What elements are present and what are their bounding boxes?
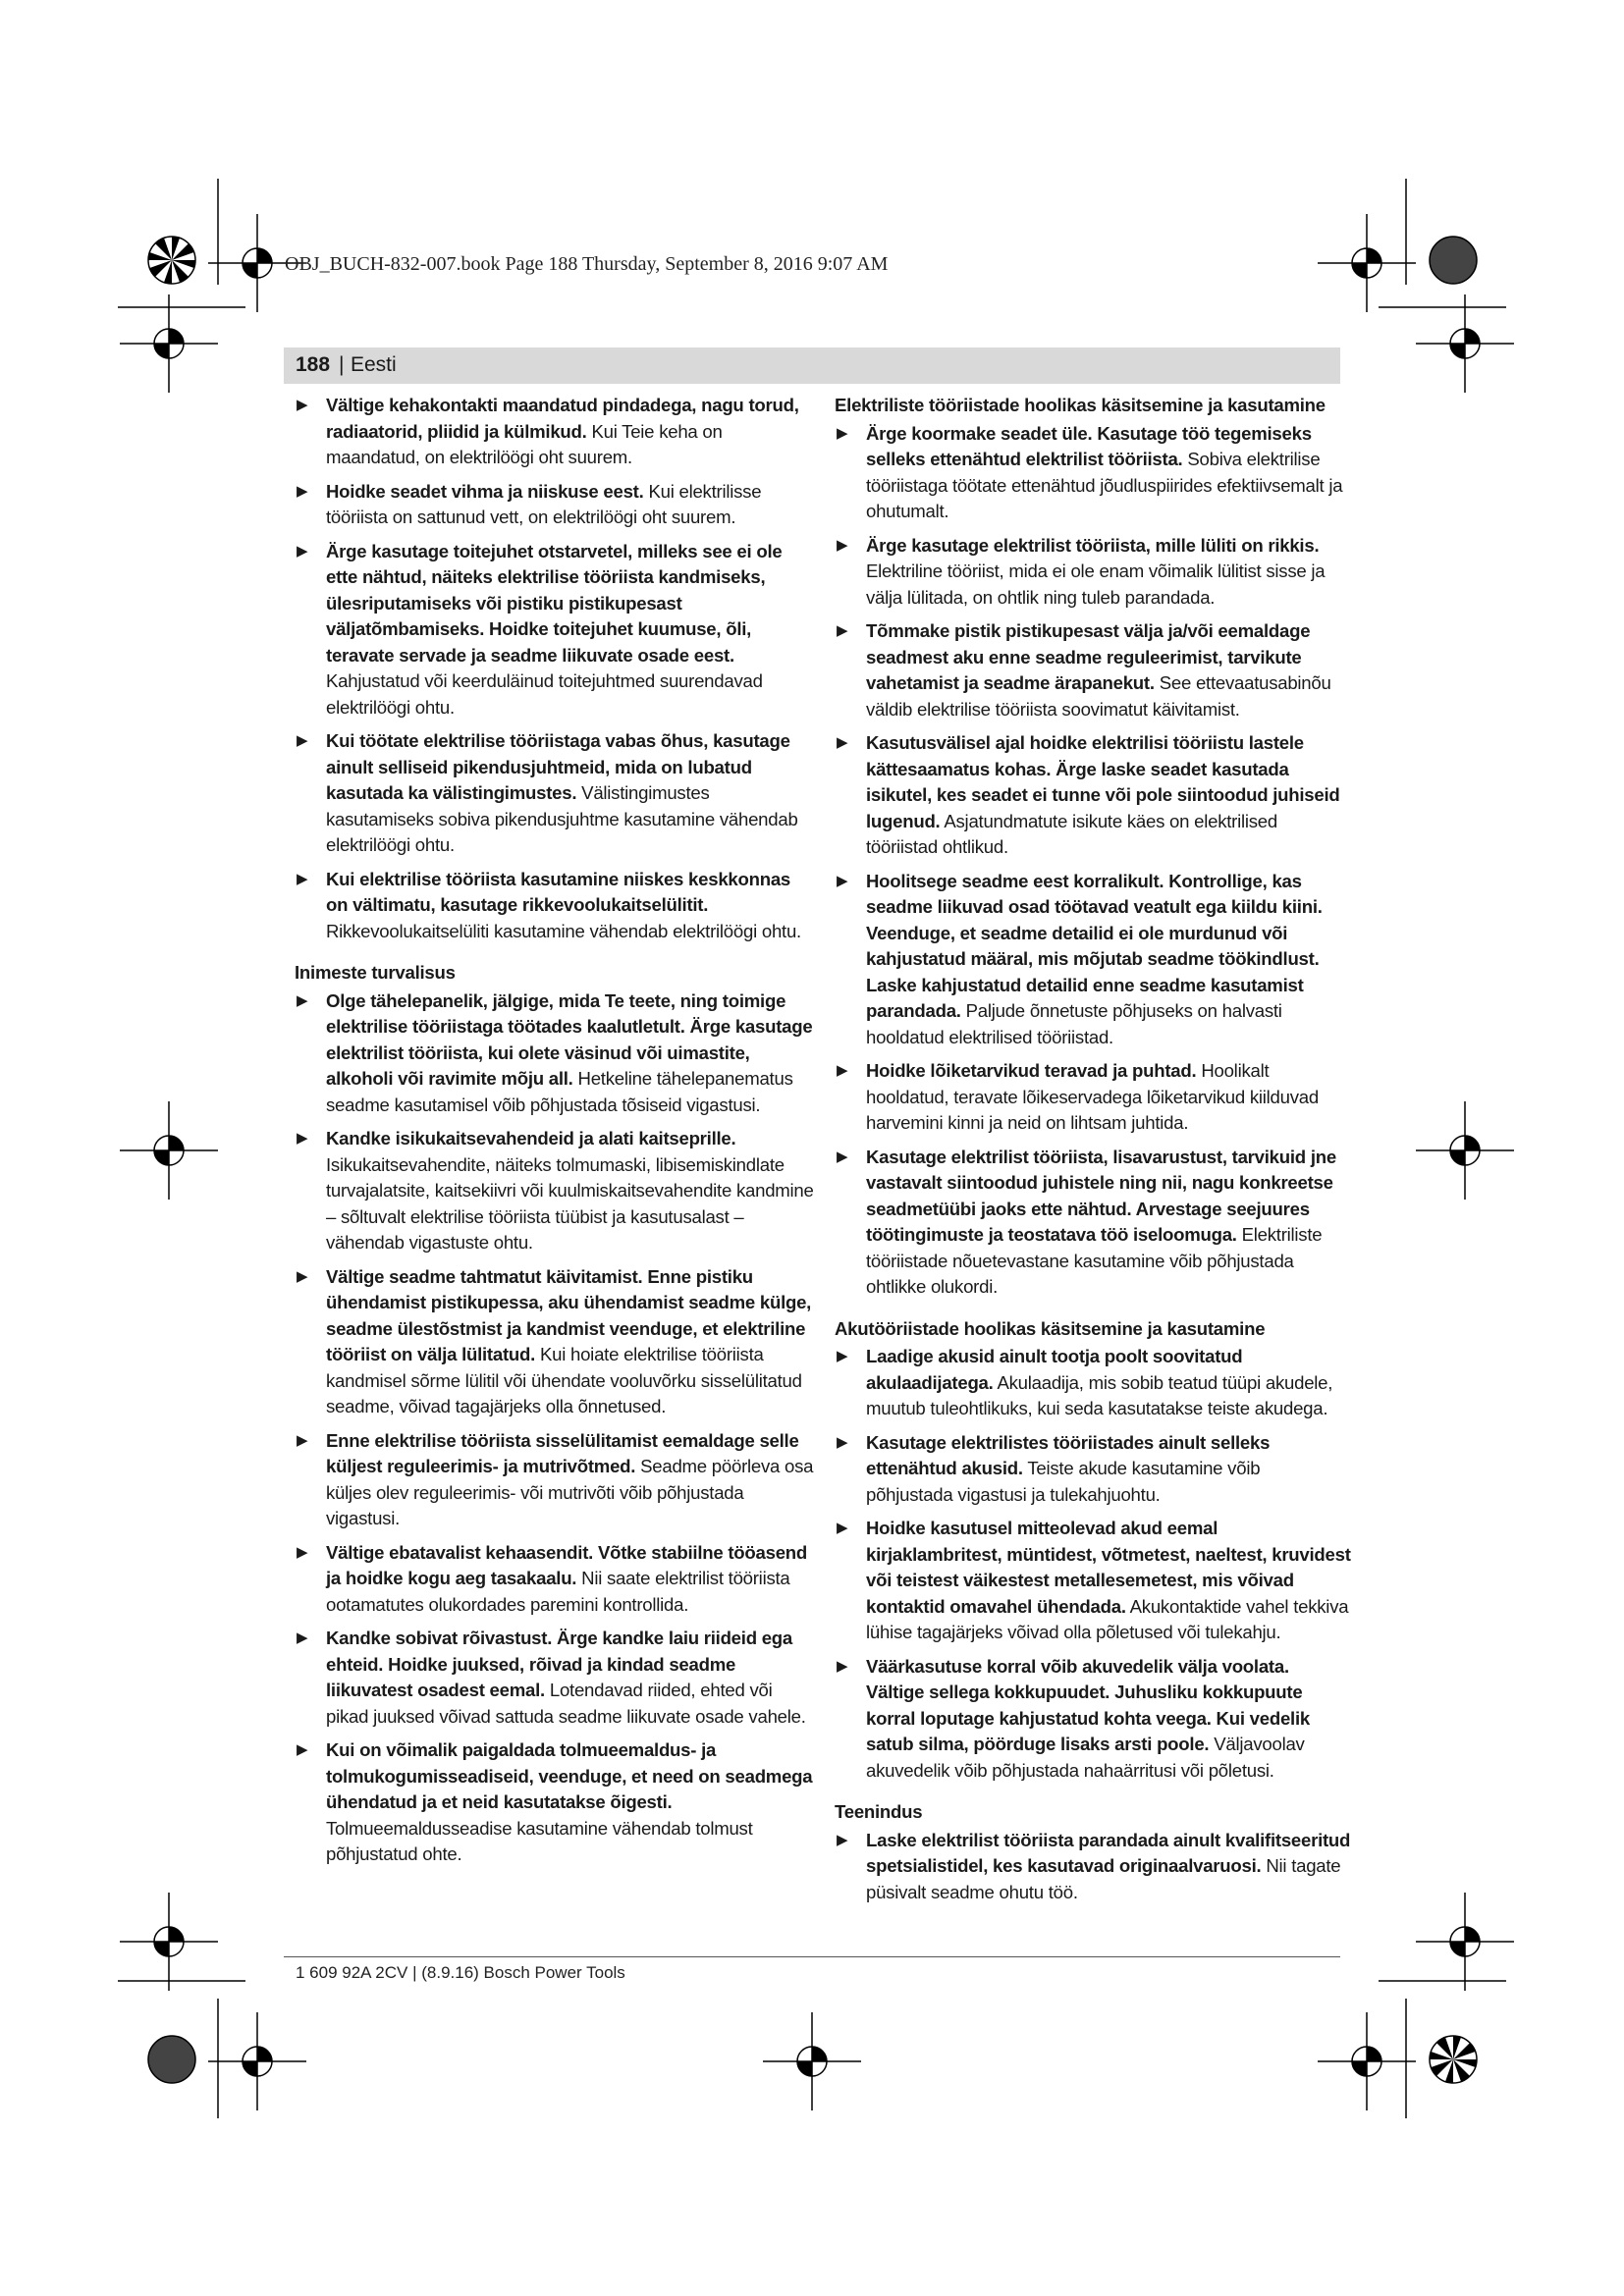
triangle-bullet-icon: ▶ — [837, 1657, 848, 1675]
triangle-bullet-icon: ▶ — [297, 732, 308, 749]
item-body-text: Lotendavad riided, ehted või pikad juuksed võivad sattuda seadme liikuvate osade vahele. — [326, 1680, 806, 1727]
item-bold-text: Ärge kasutage elektrilist tööriista, mille lüliti on rikkis. — [866, 534, 1320, 556]
triangle-bullet-icon: ▶ — [297, 482, 308, 500]
item-body-text: Nii saate elektrilist tööriista ootamatutes olukordades paremini kontrollida. — [326, 1568, 790, 1615]
safety-item — [837, 730, 1351, 861]
item-body-text: Kui elektrilisse tööriista on sattunud vett, on elektrilöögi oht suurem. — [326, 480, 762, 527]
triangle-bullet-icon: ▶ — [297, 1629, 308, 1646]
item-bold-text: Kui on võimalik paigaldada tolmueemaldus- ja tolmukogumisseadiseid, veenduge, et need on seadmega ühendatud ja et neid kasutatakse õigesti. — [326, 1739, 813, 1812]
safety-item — [297, 1626, 815, 1730]
item-bold-text: Hoidke lõiketarvikud teravad ja puhtad. — [866, 1060, 1197, 1081]
item-bold-text: Hoolitsege seadme eest korralikult. Kontrollige, kas seadme liikuvad osad töötavad veatult ega kiildu kiini. Veenduge, et seadme detailid ei ole murdunud või kahjustatud määral, mis mõjutab seadme töökindlust. Laske kahjustatud detailid enne seadme kasutamist parandada. — [866, 870, 1323, 1021]
item-bold-text: Olge tähelepanelik, jälgige, mida Te teete, ning toimige elektrilise tööriistaga töötades kaalutletult. Ärge kasutage elektrilist tööriista, kui olete väsinud või uimastite, alkoholi või ravimite mõju all. — [326, 989, 813, 1089]
item-bold-text: Vältige kehakontakti maandatud pindadega, nagu torud, radiaatorid, pliidid ja külmikud. — [326, 395, 799, 442]
item-bold-text: Kasutage elektrilist tööriista, lisavarustust, tarvikuid jne vastavalt siintoodud juhistele ning nii, nagu konkreetse seadmetüübi jaoks ette nähtud. Arvestage seejuures töötingimuste ja teostatava töö iseloomuga. — [866, 1146, 1336, 1245]
item-bold-text: Hoidke kasutusel mitteolevad akud eemal kirjaklambritest, müntidest, võtmetest, naeltest, kruvidest või teistest väikestest metallesemetest, mis võivad kontaktid omavahel ühendada. — [866, 1518, 1351, 1617]
page-number: 188 — [296, 353, 331, 376]
item-body-text: Kui Teie keha on maandatud, on elektrilöögi oht suurem. — [326, 420, 723, 467]
triangle-bullet-icon: ▶ — [837, 536, 848, 554]
safety-item — [837, 1654, 1351, 1785]
item-bold-text: Kandke isikukaitsevahendeid ja alati kaitseprille. — [326, 1128, 736, 1148]
item-bold-text: Enne elektrilise tööriista sisselülitamist eemaldage selle küljest reguleerimis- ja mutrivõtmed. — [326, 1429, 799, 1476]
safety-item — [837, 1516, 1351, 1646]
item-body-text: Tolmueemaldusseadise kasutamine vähendab tolmust põhjustatud ohte. — [326, 1817, 753, 1864]
triangle-bullet-icon: ▶ — [837, 1148, 848, 1165]
triangle-bullet-icon: ▶ — [837, 1348, 848, 1364]
item-body-text: Hoolikalt hooldatud, teravate lõikeservadega lõiketarvikud kiilduvad harvemini kinni ja neid on lihtsam juhtida. — [866, 1060, 1319, 1133]
item-body-text: Paljude õnnetuste põhjuseks on halvasti hooldatud elektrilised tööriistad. — [866, 1000, 1282, 1047]
item-bold-text: Kui elektrilise tööriista kasutamine niiskes keskkonnas on vältimatu, kasutage rikkevoolukaitselülitit. — [326, 868, 791, 915]
item-body-text: Akulaadija, mis sobib teatud tüüpi akudele, muutub tuleohtlikuks, kui seda kasutatakse teiste akudega. — [866, 1371, 1333, 1418]
footer-rule — [284, 1956, 1340, 1957]
item-bold-text: Kui töötate elektrilise tööriistaga vabas õhus, kasutage ainult selliseid pikendusjuhtmeid, mida on lubatud kasutada ka välistingimustes. — [326, 730, 790, 803]
triangle-bullet-icon: ▶ — [297, 542, 308, 560]
item-body-text: Nii tagate püsivalt seadme ohutu töö. — [866, 1855, 1341, 1902]
safety-item — [837, 1145, 1351, 1301]
item-body-text: Asjatundmatute isikute käes on elektrilised tööriistad ohtlikud. — [866, 810, 1277, 857]
item-body-text: Elektriline tööriist, mida ei ole enam võimalik lülitist sisse ja välja lülitada, on ohtlik ning tuleb parandada. — [866, 561, 1326, 608]
triangle-bullet-icon: ▶ — [837, 424, 848, 442]
safety-item — [297, 539, 815, 721]
item-body-text: Väljavoolav akuvedelik võib põhjustada nahaärritusi või põletusi. — [866, 1734, 1305, 1781]
triangle-bullet-icon: ▶ — [837, 872, 848, 889]
safety-item — [297, 988, 815, 1119]
section-heading: Inimeste turvalisus — [295, 962, 456, 983]
item-bold-text: Kandke sobivat rõivastust. Ärge kandke laiu riideid ega ehteid. Hoidke juuksed, rõivad ja kindad seadme liikuvatest osadest eemal. — [326, 1628, 793, 1700]
item-bold-text: Ärge kasutage toitejuhet otstarvetel, milleks see ei ole ette nähtud, näiteks elektrilise tööriista kandmiseks, ülesriputamiseks või pistiku pistikupesast väljatõmbamiseks. Hoidke toitejuhet kuumuse, õli, teravate servade ja seadme liikuvate osade eest. — [326, 540, 783, 666]
item-body-text: Elektriliste tööriistade nõuetevastane kasutamine võib põhjustada ohtlikke olukordi. — [866, 1224, 1323, 1297]
item-bold-text: Vältige ebatavalist kehaasendit. Võtke stabiilne tööasend ja hoidke kogu aeg tasakaalu. — [326, 1541, 808, 1588]
item-body-text: Hetkeline tähelepanematus seadme kasutamisel võib põhjustada tõsiseid vigastusi. — [326, 1068, 793, 1115]
header-separator: | — [339, 353, 345, 376]
page-header — [284, 347, 1340, 384]
safety-item — [297, 1428, 815, 1532]
item-body-text: Seadme pöörleva osa küljes olev reguleerimis- või mutrivõti võib põhjustada vigastusi. — [326, 1456, 814, 1528]
item-body-text: Akukontaktide vahel tekkiva lühise tagajärjeks võivad olla põletused või tulekahju. — [866, 1595, 1349, 1642]
safety-item — [297, 1126, 815, 1256]
triangle-bullet-icon: ▶ — [837, 1062, 848, 1079]
safety-item — [837, 618, 1351, 722]
item-bold-text: Vältige seadme tahtmatut käivitamist. Enne pistiku ühendamist pistikupessa, aku ühendamist seadme külge, seadme ülestõstmist ja kandmist veenduge, et elektriline tööriist on välja lülitatud. — [326, 1265, 812, 1364]
item-body-text: Välistingimustes kasutamiseks sobiva pikendusjuhtme kasutamine vähendab elektrilöögi ohtu. — [326, 782, 798, 855]
triangle-bullet-icon: ▶ — [837, 622, 848, 639]
item-body-text: Isikukaitsevahendite, näiteks tolmumaski, libisemiskindlate turvajalatsite, kaitsekiivri või kuulmiskaitsevahendite kandmine – sõltuvalt elektrilise tööriista tüübist ja kasutusalast – vähendab vigastuste ohtu. — [326, 1153, 814, 1253]
safety-item — [837, 1430, 1351, 1509]
triangle-bullet-icon: ▶ — [297, 1543, 308, 1561]
section-heading: Elektriliste tööriistade hoolikas käsitsemine ja kasutamine — [835, 395, 1326, 415]
safety-item — [297, 1264, 815, 1420]
triangle-bullet-icon: ▶ — [297, 1130, 308, 1147]
safety-item — [837, 869, 1351, 1051]
item-bold-text: Tõmmake pistik pistikupesast välja ja/või eemaldage seadmest aku enne seadme reguleerimist, tarvikute vahetamist ja seadme ärapanekut. — [866, 620, 1311, 693]
triangle-bullet-icon: ▶ — [837, 1831, 848, 1848]
page-footer: 1 609 92A 2CV | (8.9.16) Bosch Power Tools — [296, 1963, 625, 1982]
triangle-bullet-icon: ▶ — [297, 991, 308, 1009]
item-bold-text: Laske elektrilist tööriista parandada ainult kvalifitseeritud spetsialistidel, kes kasutavad originaalvaruosi. — [866, 1829, 1351, 1876]
print-header: OBJ_BUCH-832-007.book Page 188 Thursday, September 8, 2016 9:07 AM — [285, 253, 889, 275]
item-body-text: Teiste akude kasutamine võib põhjustada vigastusi ja tulekahjuohtu. — [866, 1458, 1261, 1505]
safety-item — [837, 1058, 1351, 1137]
triangle-bullet-icon: ▶ — [297, 1267, 308, 1285]
safety-item — [837, 1828, 1351, 1906]
safety-item — [297, 393, 815, 471]
safety-item — [837, 533, 1351, 612]
triangle-bullet-icon: ▶ — [297, 870, 308, 887]
header-language: Eesti — [351, 353, 397, 376]
safety-item — [297, 1540, 815, 1619]
triangle-bullet-icon: ▶ — [837, 734, 848, 751]
item-bold-text: Ärge koormake seadet üle. Kasutage töö tegemiseks selleks ettenähtud elektrilist tööriista. — [866, 422, 1312, 469]
safety-item — [297, 1737, 815, 1868]
item-body-text: Rikkevoolukaitselüliti kasutamine vähendab elektrilöögi ohtu. — [326, 920, 801, 941]
item-body-text: Sobiva elektrilise tööriistaga töötate ettenähtud jõudluspiirides efektiivsemalt ja ohutumalt. — [866, 449, 1343, 521]
safety-item — [837, 421, 1351, 525]
triangle-bullet-icon: ▶ — [837, 1520, 848, 1536]
item-bold-text: Hoidke seadet vihma ja niiskuse eest. — [326, 480, 644, 502]
left-column — [297, 393, 815, 1876]
section-heading: Teenindus — [835, 1801, 923, 1822]
item-bold-text: Väärkasutuse korral võib akuvedelik välja voolata. Vältige sellega kokkupuudet. Juhusliku kokkupuute korral loputage kahjustatud kohta veega. Kui vedelik satub silma, pöörduge lisaks arsti poole. — [866, 1655, 1310, 1754]
triangle-bullet-icon: ▶ — [297, 1741, 308, 1758]
item-body-text: Kui hoiate elektrilise tööriista kandmisel sõrme lülitil või ühendate vooluvõrku sisselülitatud seadme, võivad tagajärjeks olla õnnetused. — [326, 1344, 802, 1416]
triangle-bullet-icon: ▶ — [297, 397, 308, 413]
triangle-bullet-icon: ▶ — [297, 1431, 308, 1449]
safety-item — [297, 867, 815, 945]
item-body-text: Kahjustatud või keerduläinud toitejuhtmed suurendavad elektrilöögi ohtu. — [326, 670, 763, 718]
safety-item — [297, 728, 815, 859]
right-column — [837, 393, 1351, 1913]
item-body-text: See ettevaatusabinõu väldib elektrilise tööriista soovimatut käivitamist. — [866, 672, 1331, 720]
safety-item — [297, 479, 815, 531]
item-bold-text: Laadige akusid ainult tootja poolt soovitatud akulaadijatega. — [866, 1346, 1243, 1393]
triangle-bullet-icon: ▶ — [837, 1433, 848, 1451]
section-heading: Akutööriistade hoolikas käsitsemine ja kasutamine — [835, 1317, 1266, 1339]
item-bold-text: Kasutusvälisel ajal hoidke elektrilisi tööriistu lastele kättesaamatus kohas. Ärge laske seadet kasutada isikutel, kes seadet ei tunne või pole siintoodud juhiseid lugenud. — [866, 732, 1340, 831]
item-bold-text: Kasutage elektrilistes tööriistades ainult selleks ettenähtud akusid. — [866, 1431, 1271, 1478]
safety-item — [837, 1344, 1351, 1422]
